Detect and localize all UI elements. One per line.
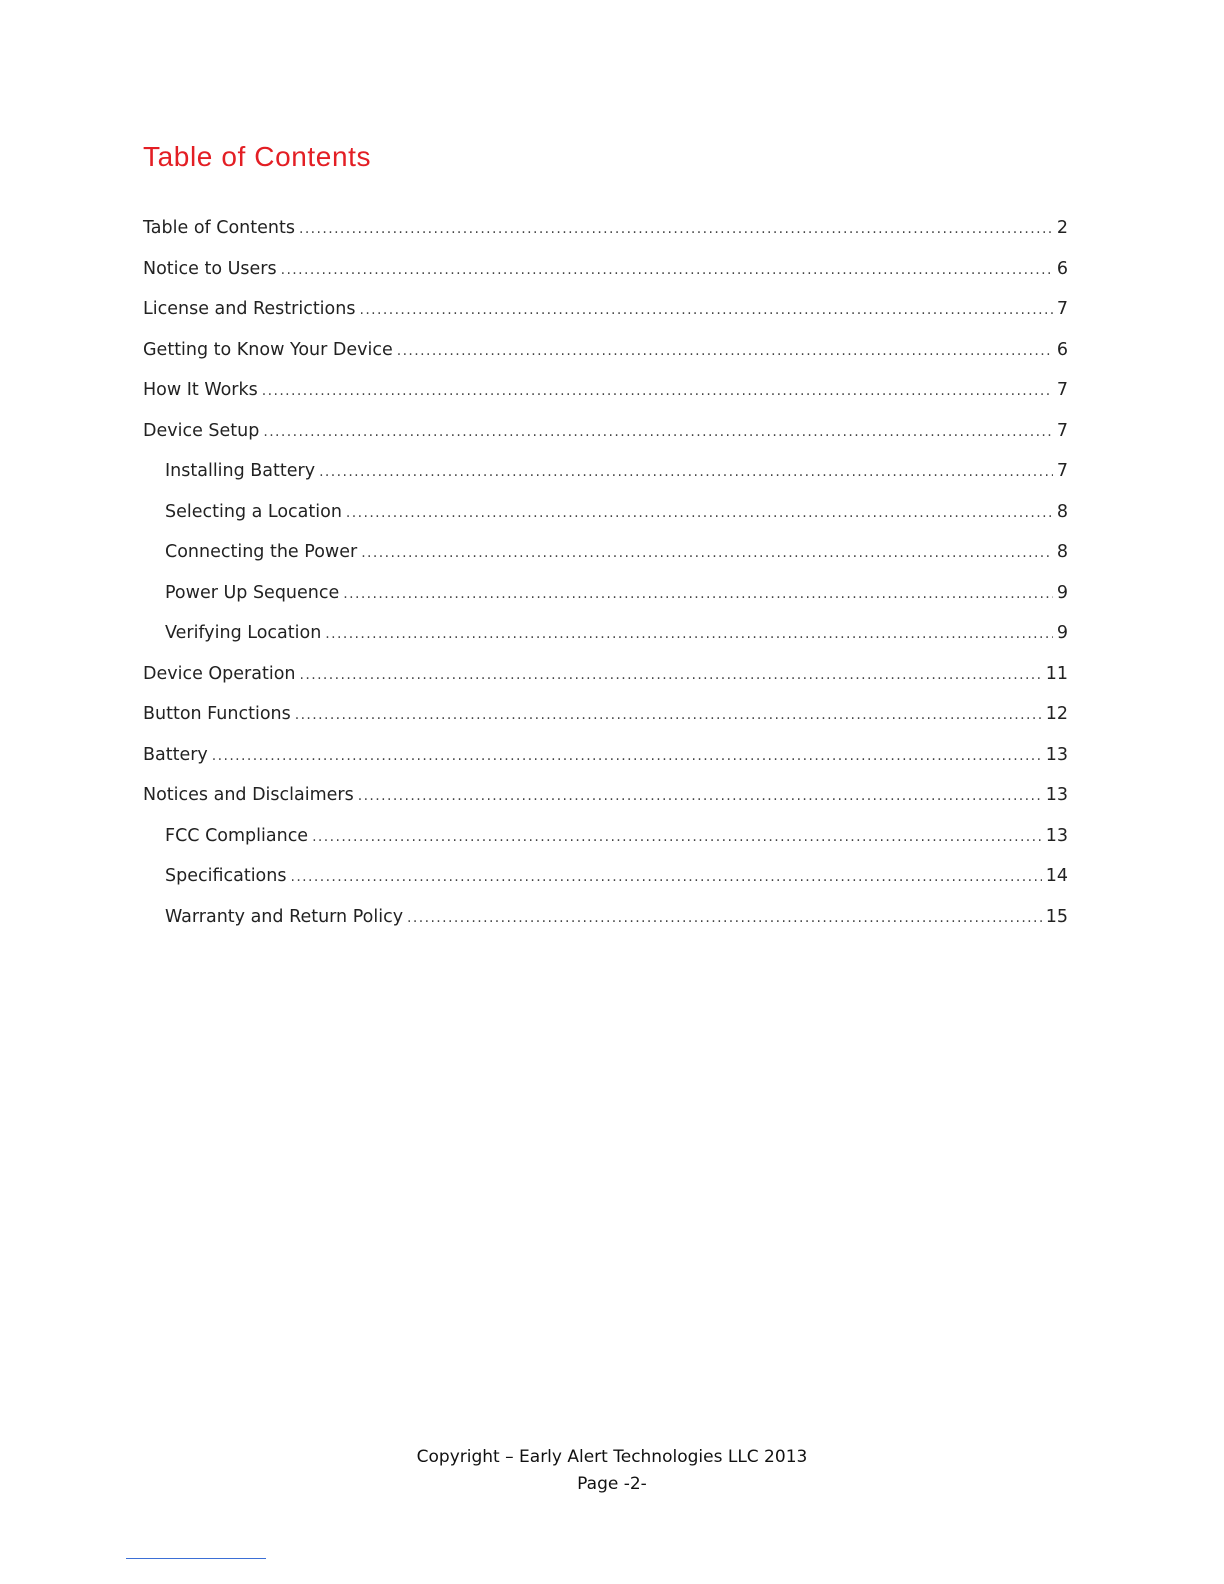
toc-entry-label: Verifying Location bbox=[165, 623, 322, 643]
toc-leader-dots bbox=[343, 586, 1053, 602]
toc-entry-label: Device Setup bbox=[143, 420, 260, 441]
toc-leader-dots bbox=[359, 302, 1052, 318]
toc-leader-dots bbox=[281, 262, 1053, 278]
toc-entry[interactable] bbox=[143, 461, 1068, 502]
toc-leader-dots bbox=[295, 707, 1042, 723]
toc-entry[interactable] bbox=[143, 299, 1068, 340]
toc-leader-dots bbox=[361, 545, 1053, 561]
toc-leader-dots bbox=[397, 343, 1053, 359]
page-title: Table of Contents bbox=[143, 141, 372, 172]
toc-entry-page: 7 bbox=[1056, 461, 1068, 481]
toc-entry-label: Warranty and Return Policy bbox=[165, 906, 404, 927]
toc-entry[interactable] bbox=[143, 826, 1068, 867]
footnote-separator bbox=[126, 1558, 266, 1559]
toc-entry-label: Device Operation bbox=[143, 663, 296, 684]
toc-entry-label: Specifications bbox=[165, 866, 287, 886]
toc-entry-label: FCC Compliance bbox=[165, 825, 309, 846]
toc-entry-page: 7 bbox=[1056, 299, 1068, 319]
page-number: Page -2- bbox=[577, 1474, 647, 1494]
toc-entry-page: 14 bbox=[1045, 866, 1068, 886]
toc-entry-label: Notices and Disclaimers bbox=[143, 785, 354, 805]
toc-leader-dots bbox=[346, 505, 1053, 521]
toc-entry-page: 7 bbox=[1056, 380, 1068, 400]
toc-leader-dots bbox=[407, 910, 1042, 926]
toc-entry-label: License and Restrictions bbox=[143, 299, 356, 319]
toc-entry-label: Table of Contents bbox=[143, 218, 295, 238]
toc-entry-label: Getting to Know Your Device bbox=[143, 339, 393, 360]
toc-entry-page: 6 bbox=[1056, 258, 1068, 279]
toc-entry-page: 12 bbox=[1045, 704, 1068, 724]
toc-leader-dots bbox=[299, 221, 1053, 237]
toc-list bbox=[143, 218, 1068, 947]
toc-entry-page: 15 bbox=[1045, 906, 1068, 927]
toc-entry-label: Installing Battery bbox=[165, 461, 316, 481]
toc-entry-label: Button Functions bbox=[143, 704, 291, 724]
toc-entry[interactable] bbox=[143, 866, 1068, 907]
toc-entry[interactable] bbox=[143, 421, 1068, 462]
toc-entry-page: 13 bbox=[1045, 825, 1068, 846]
toc-entry-page: 11 bbox=[1045, 663, 1068, 684]
toc-leader-dots bbox=[300, 667, 1042, 683]
toc-entry-label: Power Up Sequence bbox=[165, 582, 340, 603]
toc-entry-page: 13 bbox=[1045, 785, 1068, 805]
toc-entry-label: Selecting a Location bbox=[165, 501, 342, 522]
toc-entry[interactable] bbox=[143, 218, 1068, 259]
toc-entry-page: 9 bbox=[1056, 582, 1068, 603]
toc-entry[interactable] bbox=[143, 502, 1068, 543]
toc-leader-dots bbox=[290, 869, 1041, 885]
toc-entry-label: Connecting the Power bbox=[165, 542, 358, 562]
toc-entry-label: How It Works bbox=[143, 380, 258, 400]
toc-leader-dots bbox=[358, 788, 1042, 804]
toc-entry-page: 7 bbox=[1056, 420, 1068, 441]
toc-entry[interactable] bbox=[143, 623, 1068, 664]
toc-entry[interactable] bbox=[143, 664, 1068, 705]
copyright-text: Copyright – Early Alert Technologies LLC 2013 bbox=[416, 1447, 808, 1467]
toc-entry-page: 2 bbox=[1056, 218, 1068, 238]
toc-entry[interactable] bbox=[143, 259, 1068, 300]
toc-leader-dots bbox=[312, 829, 1042, 845]
toc-entry-page: 6 bbox=[1056, 339, 1068, 360]
toc-entry-label: Notice to Users bbox=[143, 258, 277, 279]
page-footer bbox=[0, 1444, 1224, 1498]
toc-entry[interactable] bbox=[143, 340, 1068, 381]
toc-entry-label: Battery bbox=[143, 744, 208, 765]
toc-leader-dots bbox=[262, 383, 1053, 399]
toc-leader-dots bbox=[212, 748, 1042, 764]
toc-entry[interactable] bbox=[143, 907, 1068, 948]
toc-entry-page: 8 bbox=[1056, 501, 1068, 522]
toc-entry[interactable] bbox=[143, 785, 1068, 826]
toc-entry[interactable] bbox=[143, 583, 1068, 624]
toc-entry-page: 8 bbox=[1056, 542, 1068, 562]
toc-entry[interactable] bbox=[143, 745, 1068, 786]
toc-leader-dots bbox=[325, 626, 1053, 642]
toc-leader-dots bbox=[263, 424, 1053, 440]
toc-entry-page: 9 bbox=[1056, 623, 1068, 643]
toc-entry[interactable] bbox=[143, 704, 1068, 745]
toc-entry[interactable] bbox=[143, 380, 1068, 421]
toc-entry[interactable] bbox=[143, 542, 1068, 583]
toc-leader-dots bbox=[319, 464, 1053, 480]
toc-entry-page: 13 bbox=[1045, 744, 1068, 765]
